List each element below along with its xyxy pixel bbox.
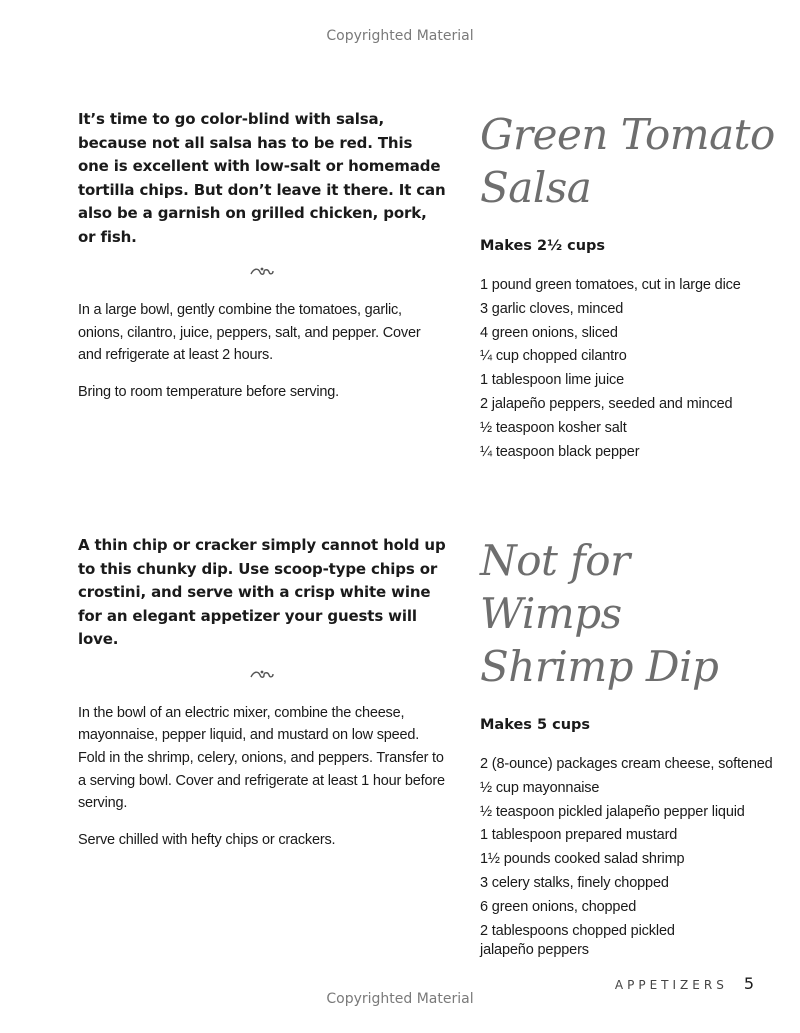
ingredient-item: 1 pound green tomatoes, cut in large dice xyxy=(480,277,741,293)
ingredient-item: 2 jalapeño peppers, seeded and minced xyxy=(480,395,733,412)
recipe-title-line: Salsa xyxy=(480,163,592,212)
ingredient-item: 3 celery stalks, finely chopped xyxy=(480,874,669,891)
copyright-notice-top: Copyrighted Material xyxy=(326,28,474,44)
ingredient-list xyxy=(480,276,780,462)
ingredient-item: ½ cup mayonnaise xyxy=(480,779,600,796)
recipe-yield: Makes 5 cups xyxy=(480,717,591,733)
directions-step: In the bowl of an electric mixer, combine the cheese, mayonnaise, pepper liquid, and mustard on low speed. Fold in the shrimp, celery, onions, and peppers. Transfer to a serving bowl. Cover and refrigerate at least 1 hour before serving. xyxy=(78,704,445,812)
ingredient-item: 1 tablespoon prepared mustard xyxy=(480,827,678,844)
ingredient-item: ¼ teaspoon black pepper xyxy=(480,443,640,460)
directions-step: In a large bowl, gently combine the tomatoes, garlic, onions, cilantro, juice, peppers, salt, and pepper. Cover and refrigerate at least 2 hours. xyxy=(78,302,421,364)
recipe-title xyxy=(480,108,780,214)
recipe-intro: It’s time to go color-blind with salsa, because not all salsa has to be red. This one is excellent with low-salt or homemade tortilla chips. But don’t leave it there. It can also be a garnish on grilled chicken, pork, or fish. xyxy=(78,110,446,246)
ingredient-item: 6 green onions, chopped xyxy=(480,898,637,915)
recipe-title-line: Green Tomato xyxy=(480,110,775,159)
ingredient-list xyxy=(480,755,780,960)
recipe-title xyxy=(480,534,780,693)
ingredient-item: 2 (8-ounce) packages cream cheese, softened xyxy=(480,756,773,772)
page-number: 5 xyxy=(743,974,754,993)
recipe-notes-column xyxy=(78,534,446,866)
ingredient-item: 2 tablespoons chopped pickled jalapeño peppers xyxy=(480,922,675,958)
ingredient-item: 1½ pounds cooked salad shrimp xyxy=(480,851,685,868)
flourish-ornament-icon xyxy=(78,668,446,686)
recipe-card-column xyxy=(480,534,780,964)
ingredient-item: ¼ cup chopped cilantro xyxy=(480,348,627,365)
recipe-card-column xyxy=(480,108,780,466)
section-label: APPETIZERS xyxy=(614,978,728,992)
recipe-notes-column xyxy=(78,108,446,418)
directions-step: Serve chilled with hefty chips or crackers. xyxy=(78,832,336,849)
recipe-title-line: Not for Wimps xyxy=(480,536,630,638)
ingredient-item: 1 tablespoon lime juice xyxy=(480,372,625,389)
ingredient-item: 4 green onions, sliced xyxy=(480,324,618,341)
directions-step: Bring to room temperature before serving. xyxy=(78,384,339,401)
recipe-intro: A thin chip or cracker simply cannot hold up to this chunky dip. Use scoop-type chips or crostini, and serve with a crisp white wine for an elegant appetizer your guests will love. xyxy=(78,536,446,648)
copyright-notice-bottom: Copyrighted Material xyxy=(326,991,474,1007)
recipe-yield: Makes 2½ cups xyxy=(480,238,606,254)
ingredient-item: 3 garlic cloves, minced xyxy=(480,300,624,317)
ingredient-item: ½ teaspoon pickled jalapeño pepper liquid xyxy=(480,803,745,820)
flourish-ornament-icon xyxy=(78,265,446,283)
ingredient-item: ½ teaspoon kosher salt xyxy=(480,419,627,436)
recipe-title-line: Shrimp Dip xyxy=(480,642,719,691)
